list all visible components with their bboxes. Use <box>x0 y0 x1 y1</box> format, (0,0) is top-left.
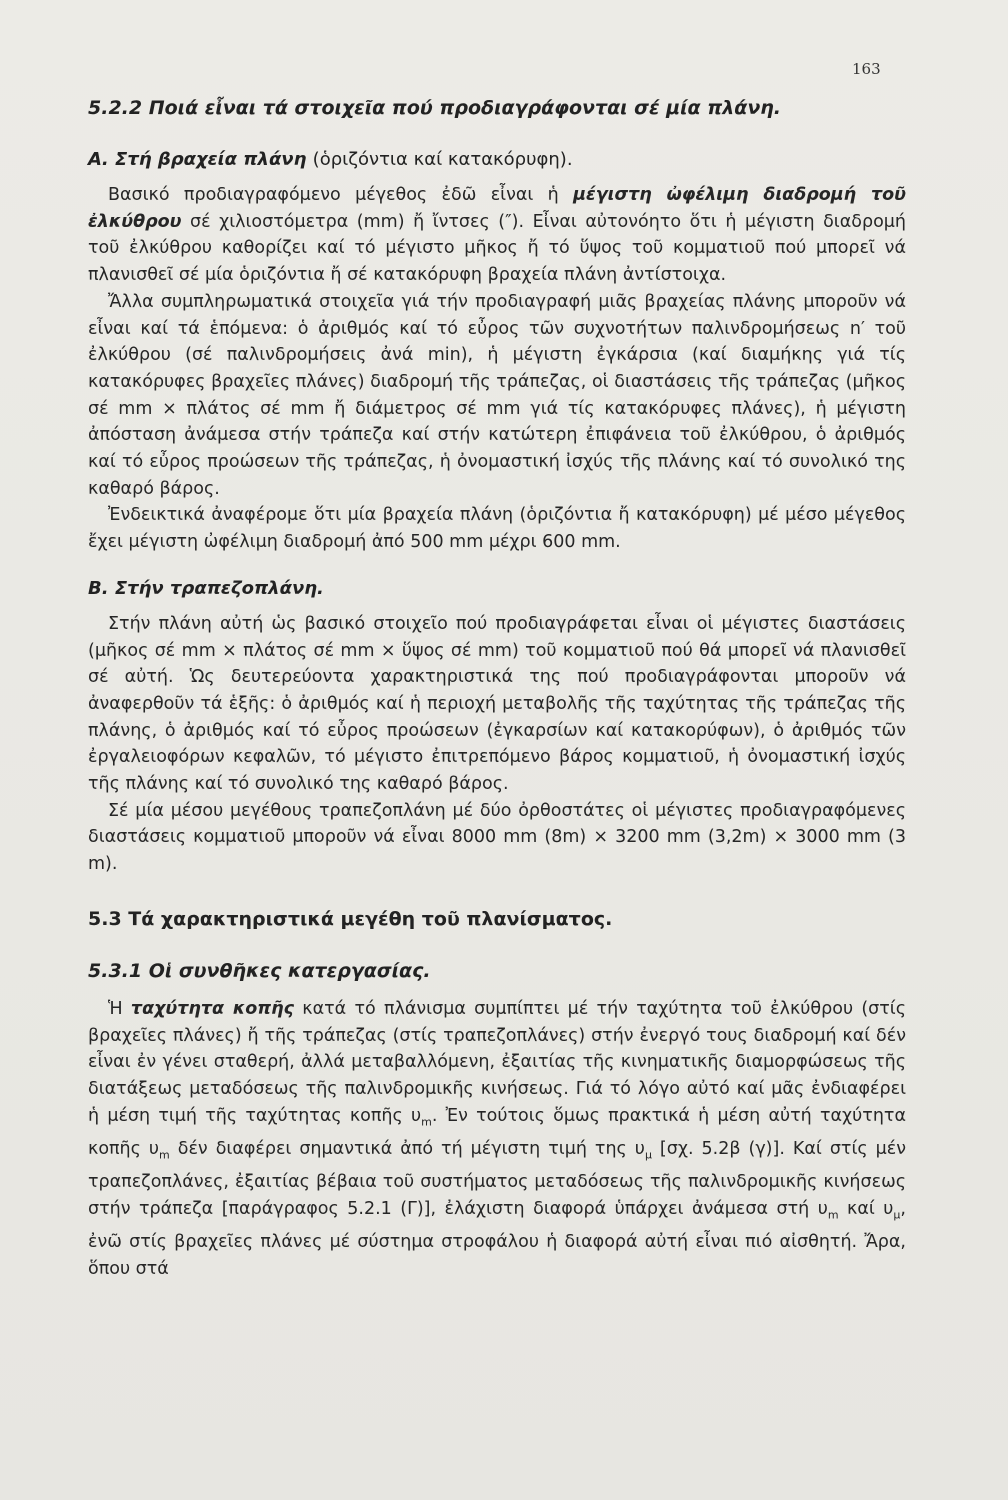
section-heading-5-2-2: 5.2.2 Ποιά εἶναι τά στοιχεῖα πού προδιαγράφονται σέ μία πλάνη. <box>88 97 782 119</box>
p531-text-e: [σχ. 5.2β (γ)]. Καί στίς μέν τραπεζοπλάνες, ἐξαιτίας βέβαια τοῦ συστήματος μεταδόσεως τῆς παλινδρομικῆς κινήσεως στήν τράπεζα [παράγραφος 5.2.1 (Γ)], ἐλάχιστη διαφορά ὑπάρχει ἀνάμεσα στή υ <box>88 1138 906 1219</box>
subheading-a-note: (ὁριζόντια καί κατακόρυφη). <box>312 149 573 170</box>
subscript-mu: μ <box>644 1148 652 1162</box>
subheading-b: Β. Στήν τραπεζοπλάνη. <box>88 577 324 599</box>
paragraph-a1 <box>88 182 906 289</box>
paragraph-a2: Ἄλλα συμπληρωματικά στοιχεῖα γιά τήν προδιαγραφή μιᾶς βραχείας πλάνης μποροῦν νά εἶναι καί τά ἑπόμενα: ὁ ἀριθμός καί τό εὖρος τῶν συχνοτήτων παλινδρομήσεως n′ τοῦ ἐλκύθρου (σέ παλινδρομήσεις ἀνά min), ἡ μέγιστη ἐγκάρσια (καί διαμήκης γιά τίς κατακόρυφες βραχεῖες πλάνες) διαδρομή τῆς τράπεζας, οἱ διαστάσεις τῆς τράπεζας (μῆκος σέ mm × πλάτος σέ mm ἤ διάμετρος σέ mm γιά τίς κατακόρυφες πλάνες), ἡ μέγιστη ἀπόσταση ἀνάμεσα στήν τράπεζα καί στήν κατώτερη ἐπιφάνεια τοῦ ἐλκύθρου, ὁ ἀριθμός καί τό εὖρος προώσεων τῆς τράπεζας, ἡ ὀνομαστική ἰσχύς τῆς πλάνης καί τό συνολικό της καθαρό βάρος. <box>88 291 906 499</box>
p531-text-a: Ἡ <box>108 998 131 1019</box>
subscript-m: m <box>827 1208 839 1222</box>
p531-text-b: κατά τό πλάνισμα συμπίπτει μέ τήν ταχύτητα τοῦ ἐλκύθρου (στίς βραχεῖες πλάνες) ἤ τῆς τράπεζας (στίς τραπεζοπλάνες) στήν ἐνεργό τους διαδρομή καί δέν εἶναι ἐν γένει σταθερή, ἀλλά μεταβαλλόμενη, ἐξαιτίας τῆς κινηματικῆς διαμορφώσεως τῆς διατάξεως μεταδόσεως τῆς παλινδρομικῆς κινήσεως. Γιά τό λόγο αὐτό καί μᾶς ἐνδιαφέρει ἡ μέση τιμή τῆς ταχύτητας κοπῆς υ <box>88 998 907 1126</box>
paragraph-b2: Σέ μία μέσου μεγέθους τραπεζοπλάνη μέ δύο ὀρθοστάτες οἱ μέγιστες προδιαγραφόμενες διαστάσεις κομματιοῦ μποροῦν νά εἶναι 8000 mm (8m) × 3200 mm (3,2m) × 3000 mm (3 m). <box>88 800 906 875</box>
p531-text-d: δέν διαφέρει σημαντικά ἀπό τή μέγιστη τιμή της υ <box>169 1138 645 1159</box>
p531-text-g: , ἐνῶ στίς βραχεῖες πλάνες μέ σύστημα στροφάλου ἡ διαφορά αὐτή εἶναι πιό αἰσθητή. Ἄρα, ὅπου στά <box>88 1198 906 1279</box>
paragraph-a3: Ἐνδεικτικά ἀναφέρομε ὅτι μία βραχεία πλάνη (ὁριζόντια ἤ κατακόρυφη) μέ μέσο μέγεθος ἔχει μέγιστη ὠφέλιμη διαδρομή ἀπό 500 mm μέχρι 600 mm. <box>88 505 906 553</box>
p531-text-c: . Ἐν τούτοις ὅμως πρακτικά ἡ μέση αὐτή ταχύτητα κοπῆς υ <box>88 1105 906 1159</box>
subheading-a-label: Α. Στή βραχεία πλάνη <box>88 149 307 170</box>
paragraph-b1: Στήν πλάνη αὐτή ὡς βασικό στοιχεῖο πού προδιαγράφεται εἶναι οἱ μέγιστες διαστάσεις (μῆκος σέ mm × πλάτος σέ mm × ὕψος σέ mm) τοῦ κομματιοῦ πού θά μπορεῖ νά πλανισθεῖ σέ αὐτή. Ὡς δευτερεύοντα χαρακτηριστικά της πού προδιαγράφονται μποροῦν νά ἀναφερθοῦν τά ἑξῆς: ὁ ἀριθμός καί ἡ περιοχή μεταβολῆς τῆς ταχύτητας τῆς τράπεζας τῆς πλάνης, ὁ ἀριθμός καί τό εὖρος προώσεων (ἐγκαρσίων καί κατακορύφων), ὁ ἀριθμός τῶν ἐργαλειοφόρων κεφαλῶν, τό μέγιστο ἐπιτρεπόμενο βάρος κομματιοῦ, ἡ ὀνομαστική ἰσχύς τῆς πλάνης καί τό συνολικό της καθαρό βάρος. <box>88 613 906 795</box>
emphasis-cutting-speed: ταχύτητα κοπῆς <box>130 998 294 1019</box>
p531-text-f: καί υ <box>838 1198 894 1219</box>
paragraph-a1-text-2: σέ χιλιοστόμετρα (mm) ἤ ἴντσες (″). Εἶναι αὐτονόητο ὅτι ἡ μέγιστη διαδρομή τοῦ ἐλκύθρου καθορίζει καί τό μέγιστο μῆκος ἤ τό ὕψος τοῦ κομματιοῦ πού μπορεῖ νά πλανισθεῖ σέ μία ὁριζόντια ἤ σέ κατακόρυφη βραχεία πλάνη ἀντίστοιχα. <box>88 211 906 286</box>
section-heading-5-3-1: 5.3.1 Οἱ συνθῆκες κατεργασίας. <box>88 959 431 982</box>
page-number: 163 <box>852 60 881 78</box>
subscript-m: m <box>159 1148 170 1162</box>
emphasis-max-stroke: μέγιστη ὠφέλιμη διαδρομή τοῦ ἐλκύθρου <box>88 185 906 232</box>
subheading-a <box>88 149 906 170</box>
subscript-mu: μ <box>893 1208 901 1222</box>
subscript-m: m <box>421 1115 432 1129</box>
paragraph-a1-text-1: Βασικό προδιαγραφόμενο μέγεθος ἐδῶ εἶναι ἡ <box>108 185 574 205</box>
section-heading-5-3: 5.3 Τά χαρακτηριστικά μεγέθη τοῦ πλανίσματος. <box>88 907 613 930</box>
page-content <box>88 97 906 1282</box>
paragraph-531 <box>88 996 906 1283</box>
